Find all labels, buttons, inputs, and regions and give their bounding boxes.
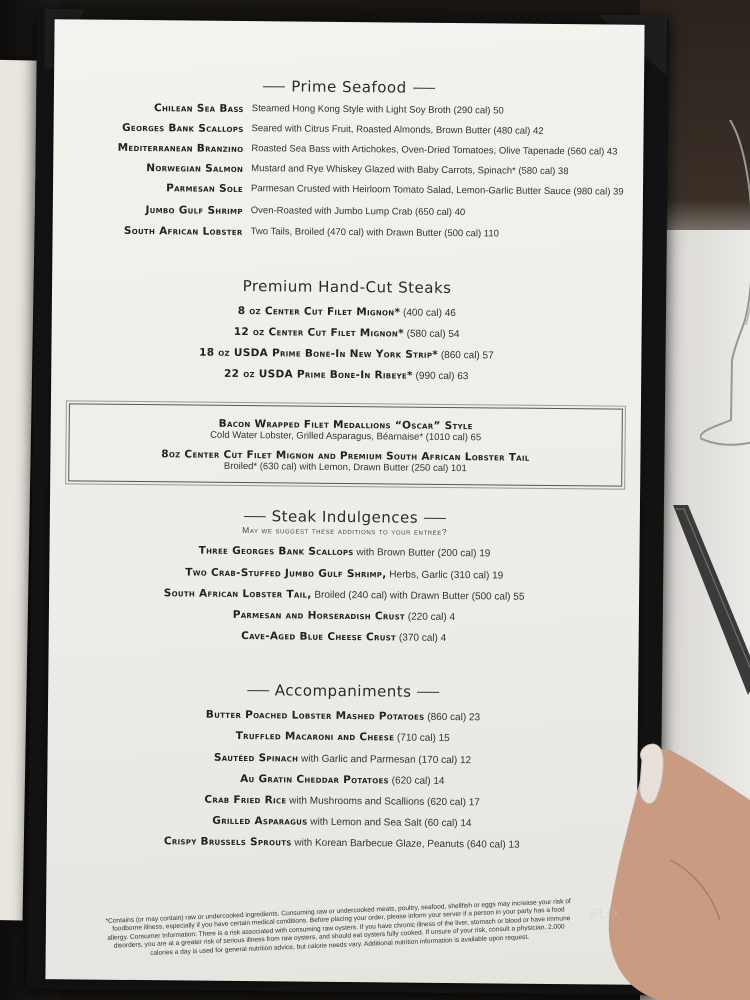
item-description: (400 cal) 46: [403, 307, 456, 320]
indulgences-title-text: Steak Indulgences: [271, 507, 419, 527]
watermark-text: FLIX: [590, 906, 622, 921]
menu-item: [53, 203, 643, 219]
menu-item: [53, 141, 643, 158]
item-name: Cave-Aged Blue Cheese Crust: [241, 630, 397, 644]
item-description: Parmesan Crusted with Heirloom Tomato Salad, Lemon-Garlic Butter Sauce (980 cal) 39: [250, 183, 624, 198]
item-description: with Lemon and Sea Salt (60 cal) 14: [310, 816, 472, 830]
item-description: Mustard and Rye Whiskey Glazed with Baby Carrots, Spinach* (580 cal) 38: [251, 163, 569, 178]
item-name: Three Georges Bank Scallops: [198, 544, 354, 559]
title-dash: [263, 86, 285, 87]
side-item: [47, 750, 637, 768]
item-name: Parmesan and Horseradish Crust: [232, 608, 406, 623]
item-description: (580 cal) 54: [406, 328, 460, 341]
indulgence-item: [49, 607, 639, 625]
hand-holding-menu: [600, 740, 750, 1000]
knife-image: [668, 505, 750, 705]
item-name: Crab Fried Rice: [204, 793, 287, 807]
indulgences-subtitle: May we suggest these additions to your entrée?: [242, 525, 448, 537]
item-name: Georges Bank Scallops: [121, 121, 244, 136]
item-name: 18 oz USDA Prime Bone-In New York Strip*: [199, 346, 439, 361]
item-description: (220 cal) 4: [407, 611, 456, 624]
steak-item: [52, 324, 642, 342]
item-description: with Brown Butter (200 cal) 19: [356, 547, 491, 560]
item-name: Jumbo Gulf Shrimp: [145, 204, 243, 218]
accompaniments-title-text: Accompaniments: [274, 681, 412, 701]
side-item: [47, 771, 637, 789]
seafood-title-text: Prime Seafood: [291, 77, 407, 97]
wine-glass-image: [700, 120, 750, 450]
side-item: [48, 728, 638, 746]
menu-item: [53, 181, 643, 198]
side-item: [47, 834, 637, 852]
title-dash: [424, 518, 446, 519]
item-description: Broiled (240 cal) with Drawn Butter (500 cal) 55: [314, 589, 525, 603]
menu-item: [54, 121, 644, 137]
item-name: 8 oz Center Cut Filet Mignon*: [237, 304, 401, 319]
item-name: Chilean Sea Bass: [153, 102, 244, 116]
menu-page: [45, 19, 644, 985]
menu-item: [53, 224, 643, 240]
title-dash: [418, 692, 440, 693]
side-item: [47, 792, 637, 810]
menu-item: [53, 161, 643, 178]
item-description: Oven-Roasted with Jumbo Lump Crab (650 cal) 40: [250, 205, 466, 219]
menu-item: [54, 101, 644, 117]
title-dash: [247, 690, 269, 691]
item-description: (990 cal) 63: [415, 370, 469, 383]
item-description: Steamed Hong Kong Style with Light Soy Broth (290 cal) 50: [251, 103, 504, 117]
item-name: Sautéed Spinach: [213, 751, 299, 765]
item-name: Au Gratin Cheddar Potatoes: [240, 773, 389, 787]
item-name: Truffled Macaroni and Cheese: [235, 729, 395, 744]
item-name: Norwegian Salmon: [146, 162, 244, 176]
item-name: 22 oz USDA Prime Bone-In Ribeye*: [223, 367, 413, 382]
section-title-seafood: [54, 75, 644, 99]
item-description: (860 cal) 23: [427, 711, 481, 724]
section-title-steaks: Premium Hand-Cut Steaks: [242, 277, 452, 298]
item-description: with Garlic and Parmesan (170 cal) 12: [300, 753, 472, 767]
indulgence-item: [49, 565, 639, 583]
item-description: Seared with Citrus Fruit, Roasted Almonds, Brown Butter (480 cal) 42: [251, 123, 544, 137]
item-name: 8oz Center Cut Filet Mignon and Premium South African Lobster Tail: [161, 448, 530, 464]
item-name: South African Lobster: [123, 224, 243, 239]
side-item: [47, 813, 637, 831]
item-name: South African Lobster Tail,: [163, 587, 312, 601]
steak-item: [52, 303, 642, 321]
allergen-footnote: *Contains (or may contain) raw or undercooked ingredients. Consuming raw or undercooked meats, poultry, seafood, shellfish or eggs may increase your risk of foodborne illness, especially if you have certain medical conditions. Before placing your order, please inform your server if a person in your party has a food allergy. Consumer Information: There is a risk associated with consuming raw oysters. If you have chronic illness of the liver, stomach or blood or have immune disorders, you are at a greater risk of serious illness from raw oysters, and should eat oysters fully cooked. If unsure of your risk, consult a physician. 2,000 calories a day is used for general nutrition advice, but calorie needs vary. Additional nutrition information is available upon request.: [105, 898, 571, 957]
indulgence-item: [49, 543, 639, 561]
indulgence-item: [49, 628, 639, 646]
item-description: Two Tails, Broiled (470 cal) with Drawn Butter (500 cal) 110: [250, 226, 499, 240]
item-description: Roasted Sea Bass with Artichokes, Oven-Dried Tomatoes, Olive Tapenade (560 cal) 43: [251, 143, 618, 158]
title-dash: [244, 516, 266, 517]
item-description: Herbs, Garlic (310 cal) 19: [389, 569, 504, 582]
featured-item-description: Cold Water Lobster, Grilled Asparagus, Béarnaise* (1010 cal) 65: [210, 429, 482, 444]
indulgence-item: [49, 586, 639, 604]
steak-item: [51, 345, 641, 363]
item-description: with Mushrooms and Scallions (620 cal) 17: [289, 795, 480, 809]
item-name: Mediterranean Branzino: [117, 141, 244, 156]
item-description: (620 cal) 14: [391, 775, 445, 787]
featured-item-description: Broiled* (630 cal) with Lemon, Drawn Butter (250 cal) 101: [223, 460, 467, 475]
item-description: (370 cal) 4: [398, 632, 447, 644]
title-dash: [413, 88, 435, 89]
section-title-accompaniments: [48, 679, 638, 703]
item-name: Butter Poached Lobster Mashed Potatoes: [205, 708, 425, 723]
item-name: Crispy Brussels Sprouts: [163, 835, 292, 849]
item-description: with Korean Barbecue Glaze, Peanuts (640 cal) 13: [294, 837, 520, 851]
side-item: [48, 707, 638, 725]
item-name: 12 oz Center Cut Filet Mignon*: [233, 325, 404, 340]
item-name: Bacon Wrapped Filet Medallions “Oscar” Style: [218, 417, 473, 433]
steak-item: [51, 366, 641, 384]
item-name: Parmesan Sole: [166, 182, 244, 196]
item-name: Grilled Asparagus: [212, 814, 308, 828]
item-description: (710 cal) 15: [396, 732, 450, 745]
item-name: Two Crab-Stuffed Jumbo Gulf Shrimp,: [185, 566, 387, 581]
item-description: (860 cal) 57: [440, 349, 494, 362]
